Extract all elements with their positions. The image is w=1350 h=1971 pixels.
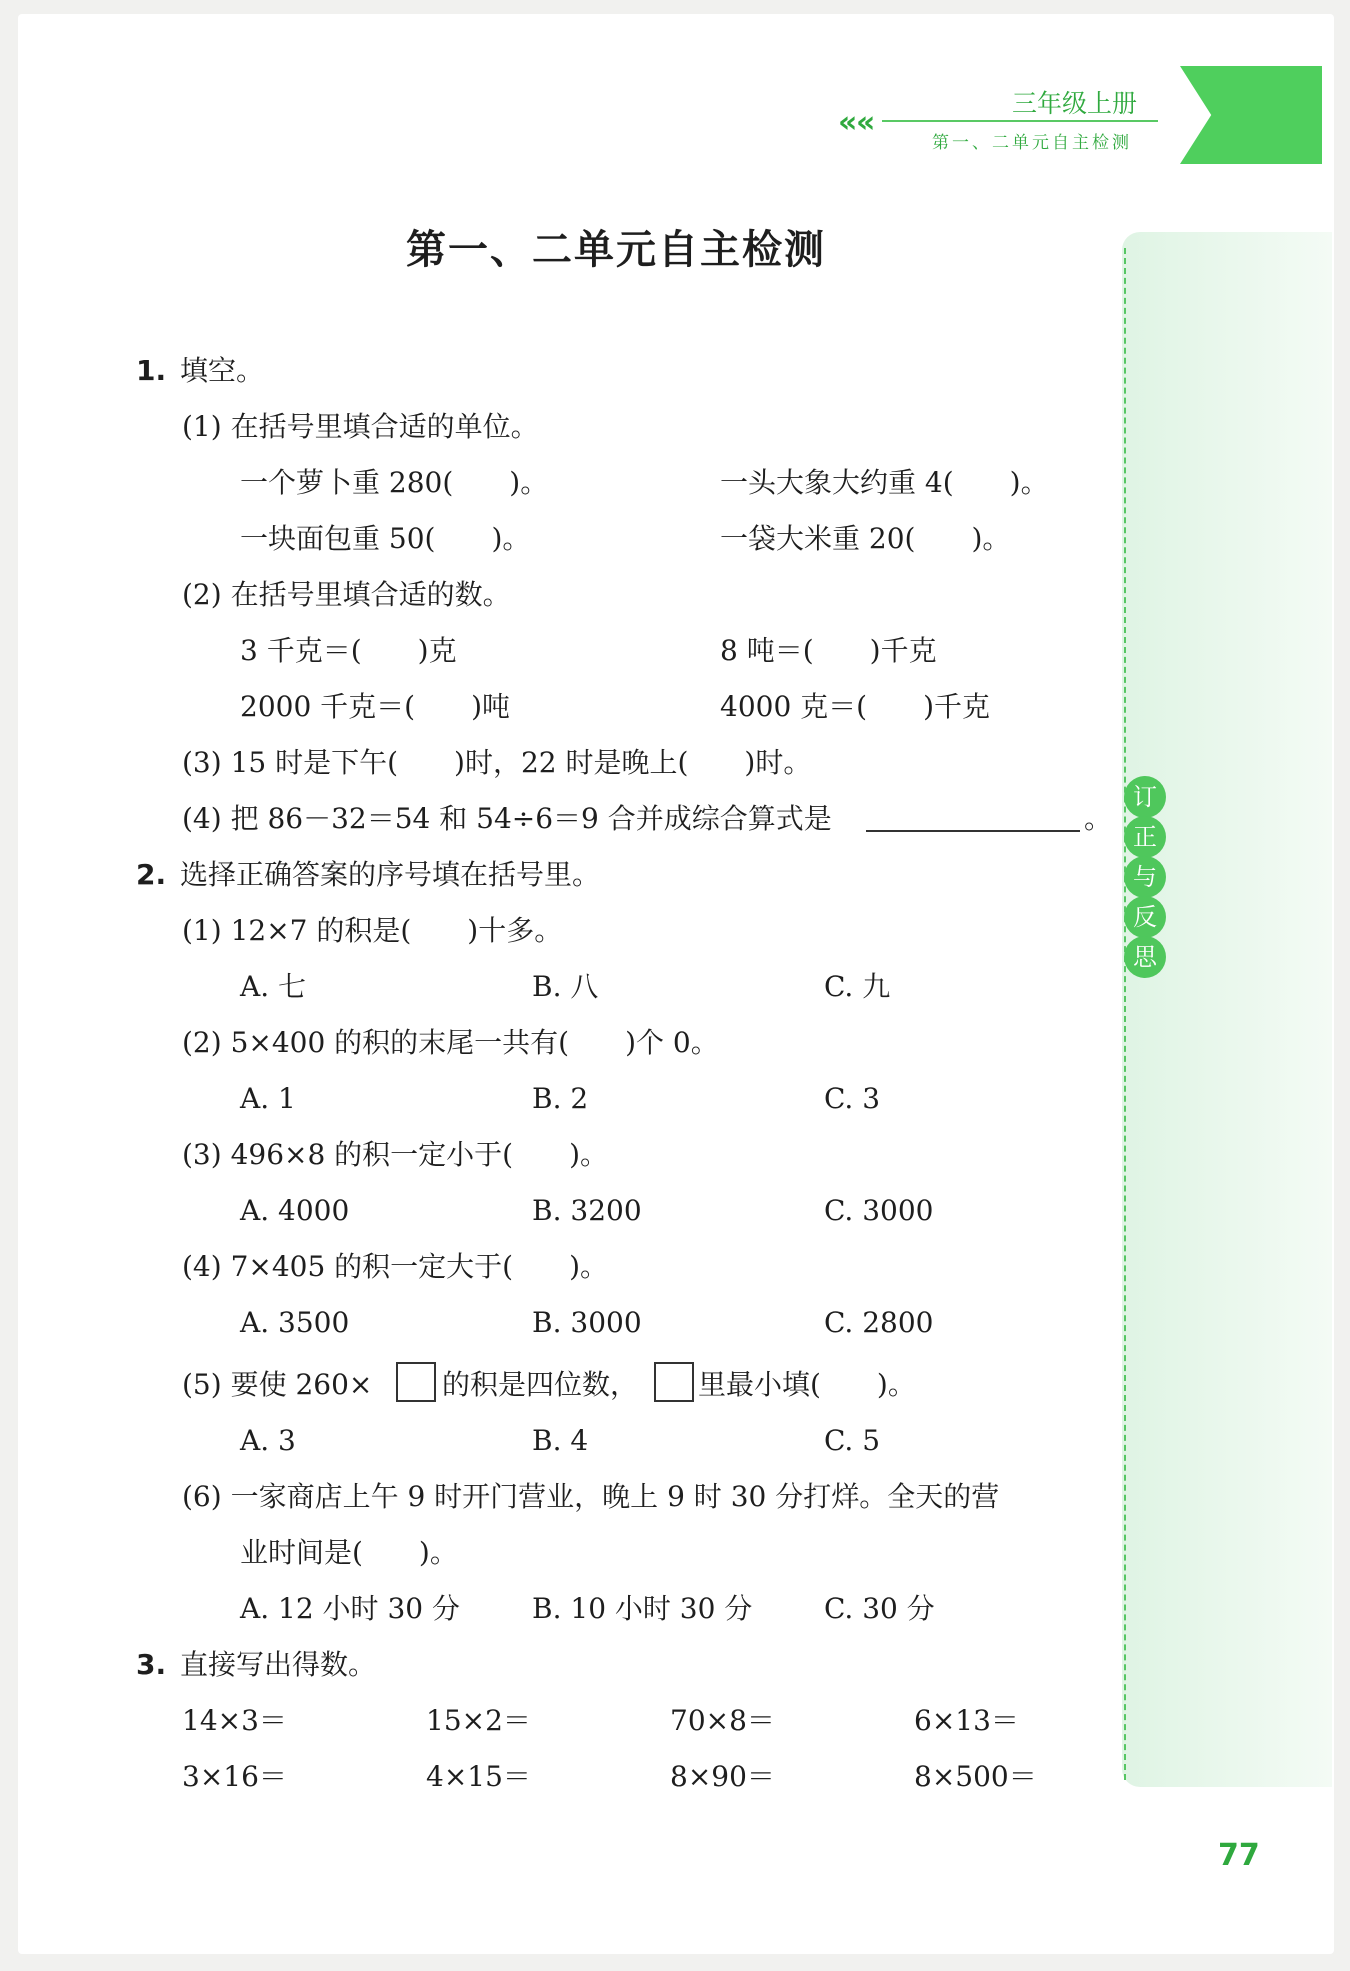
chevron-left-icon: « xyxy=(856,105,876,140)
q1-part-1: (1) 在括号里填合适的单位。 xyxy=(182,410,539,443)
correction-panel-char: 思 xyxy=(1124,936,1166,978)
calc-item: 4×15＝ xyxy=(426,1760,531,1793)
correction-panel-divider xyxy=(1124,248,1126,1780)
option-c: C. 3 xyxy=(824,1082,881,1115)
header-grade: 三年级上册 xyxy=(1012,89,1138,118)
chevron-left-icon: « xyxy=(838,105,858,140)
answer-box xyxy=(654,1362,694,1402)
option-b: B. 10 小时 30 分 xyxy=(532,1592,753,1625)
page-number: 77 xyxy=(1218,1838,1260,1873)
answer-box xyxy=(396,1362,436,1402)
q1-part-3: (3) 15 时是下午( )时，22 时是晚上( )时。 xyxy=(182,746,812,779)
q2-item-6: (6) 一家商店上午 9 时开门营业，晚上 9 时 30 分打烊。全天的营 xyxy=(182,1480,1000,1513)
q1-item: 一袋大米重 20( )。 xyxy=(720,522,1011,555)
header-unit: 第一、二单元自主检测 xyxy=(932,133,1132,153)
calc-item: 70×8＝ xyxy=(670,1704,775,1737)
q1-item: 4000 克＝( )千克 xyxy=(720,690,991,723)
calc-item: 14×3＝ xyxy=(182,1704,287,1737)
q2-item-1: (1) 12×7 的积是( )十多。 xyxy=(182,914,563,947)
calc-item: 8×90＝ xyxy=(670,1760,775,1793)
option-b: B. 八 xyxy=(532,970,599,1003)
q1-part-4-end: 。 xyxy=(1084,802,1113,835)
correction-panel xyxy=(1122,232,1332,1787)
q2-item-5-part-b: 的积是四位数， xyxy=(442,1368,639,1401)
calc-item: 8×500＝ xyxy=(914,1760,1037,1793)
option-a: A. 七 xyxy=(240,970,307,1003)
question-2-text: 选择正确答案的序号填在括号里。 xyxy=(180,858,601,891)
q1-part-2: (2) 在括号里填合适的数。 xyxy=(182,578,511,611)
option-c: C. 2800 xyxy=(824,1306,934,1339)
option-c: C. 3000 xyxy=(824,1194,934,1227)
q2-item-4: (4) 7×405 的积一定大于( )。 xyxy=(182,1250,609,1283)
answer-blank xyxy=(866,830,1080,832)
question-1-number: 1. xyxy=(136,354,167,387)
option-c: C. 30 分 xyxy=(824,1592,935,1625)
question-2-number: 2. xyxy=(136,858,167,891)
option-a: A. 1 xyxy=(240,1082,296,1115)
option-b: B. 3200 xyxy=(532,1194,642,1227)
q1-item: 一块面包重 50( )。 xyxy=(240,522,531,555)
q1-item: 8 吨＝( )千克 xyxy=(720,634,937,667)
q1-part-4: (4) 把 86－32＝54 和 54÷6＝9 合并成综合算式是 xyxy=(182,802,832,835)
q1-item: 3 千克＝( )克 xyxy=(240,634,457,667)
option-a: A. 12 小时 30 分 xyxy=(240,1592,460,1625)
q2-item-3: (3) 496×8 的积一定小于( )。 xyxy=(182,1138,609,1171)
correction-panel-char: 正 xyxy=(1124,816,1166,858)
header-divider xyxy=(882,120,1158,122)
option-a: A. 3500 xyxy=(240,1306,350,1339)
q2-item-5-part-a: (5) 要使 260× xyxy=(182,1368,373,1401)
correction-panel-char: 订 xyxy=(1124,776,1166,818)
option-b: B. 3000 xyxy=(532,1306,642,1339)
question-3-text: 直接写出得数。 xyxy=(180,1648,377,1681)
page-title: 第一、二单元自主检测 xyxy=(406,226,826,273)
option-b: B. 2 xyxy=(532,1082,589,1115)
calc-item: 3×16＝ xyxy=(182,1760,287,1793)
correction-panel-char: 与 xyxy=(1124,856,1166,898)
q1-item: 一个萝卜重 280( )。 xyxy=(240,466,549,499)
option-b: B. 4 xyxy=(532,1424,589,1457)
calc-item: 15×2＝ xyxy=(426,1704,531,1737)
option-a: A. 4000 xyxy=(240,1194,350,1227)
question-1-text: 填空。 xyxy=(180,354,265,387)
q1-item: 一头大象大约重 4( )。 xyxy=(720,466,1049,499)
q2-item-6-cont: 业时间是( )。 xyxy=(240,1536,458,1569)
option-c: C. 九 xyxy=(824,970,891,1003)
q2-item-5-part-c: 里最小填( )。 xyxy=(698,1368,916,1401)
question-3-number: 3. xyxy=(136,1648,167,1681)
option-a: A. 3 xyxy=(240,1424,296,1457)
q2-item-2: (2) 5×400 的积的末尾一共有( )个 0。 xyxy=(182,1026,719,1059)
option-c: C. 5 xyxy=(824,1424,881,1457)
calc-item: 6×13＝ xyxy=(914,1704,1019,1737)
correction-panel-char: 反 xyxy=(1124,896,1166,938)
q1-item: 2000 千克＝( )吨 xyxy=(240,690,511,723)
